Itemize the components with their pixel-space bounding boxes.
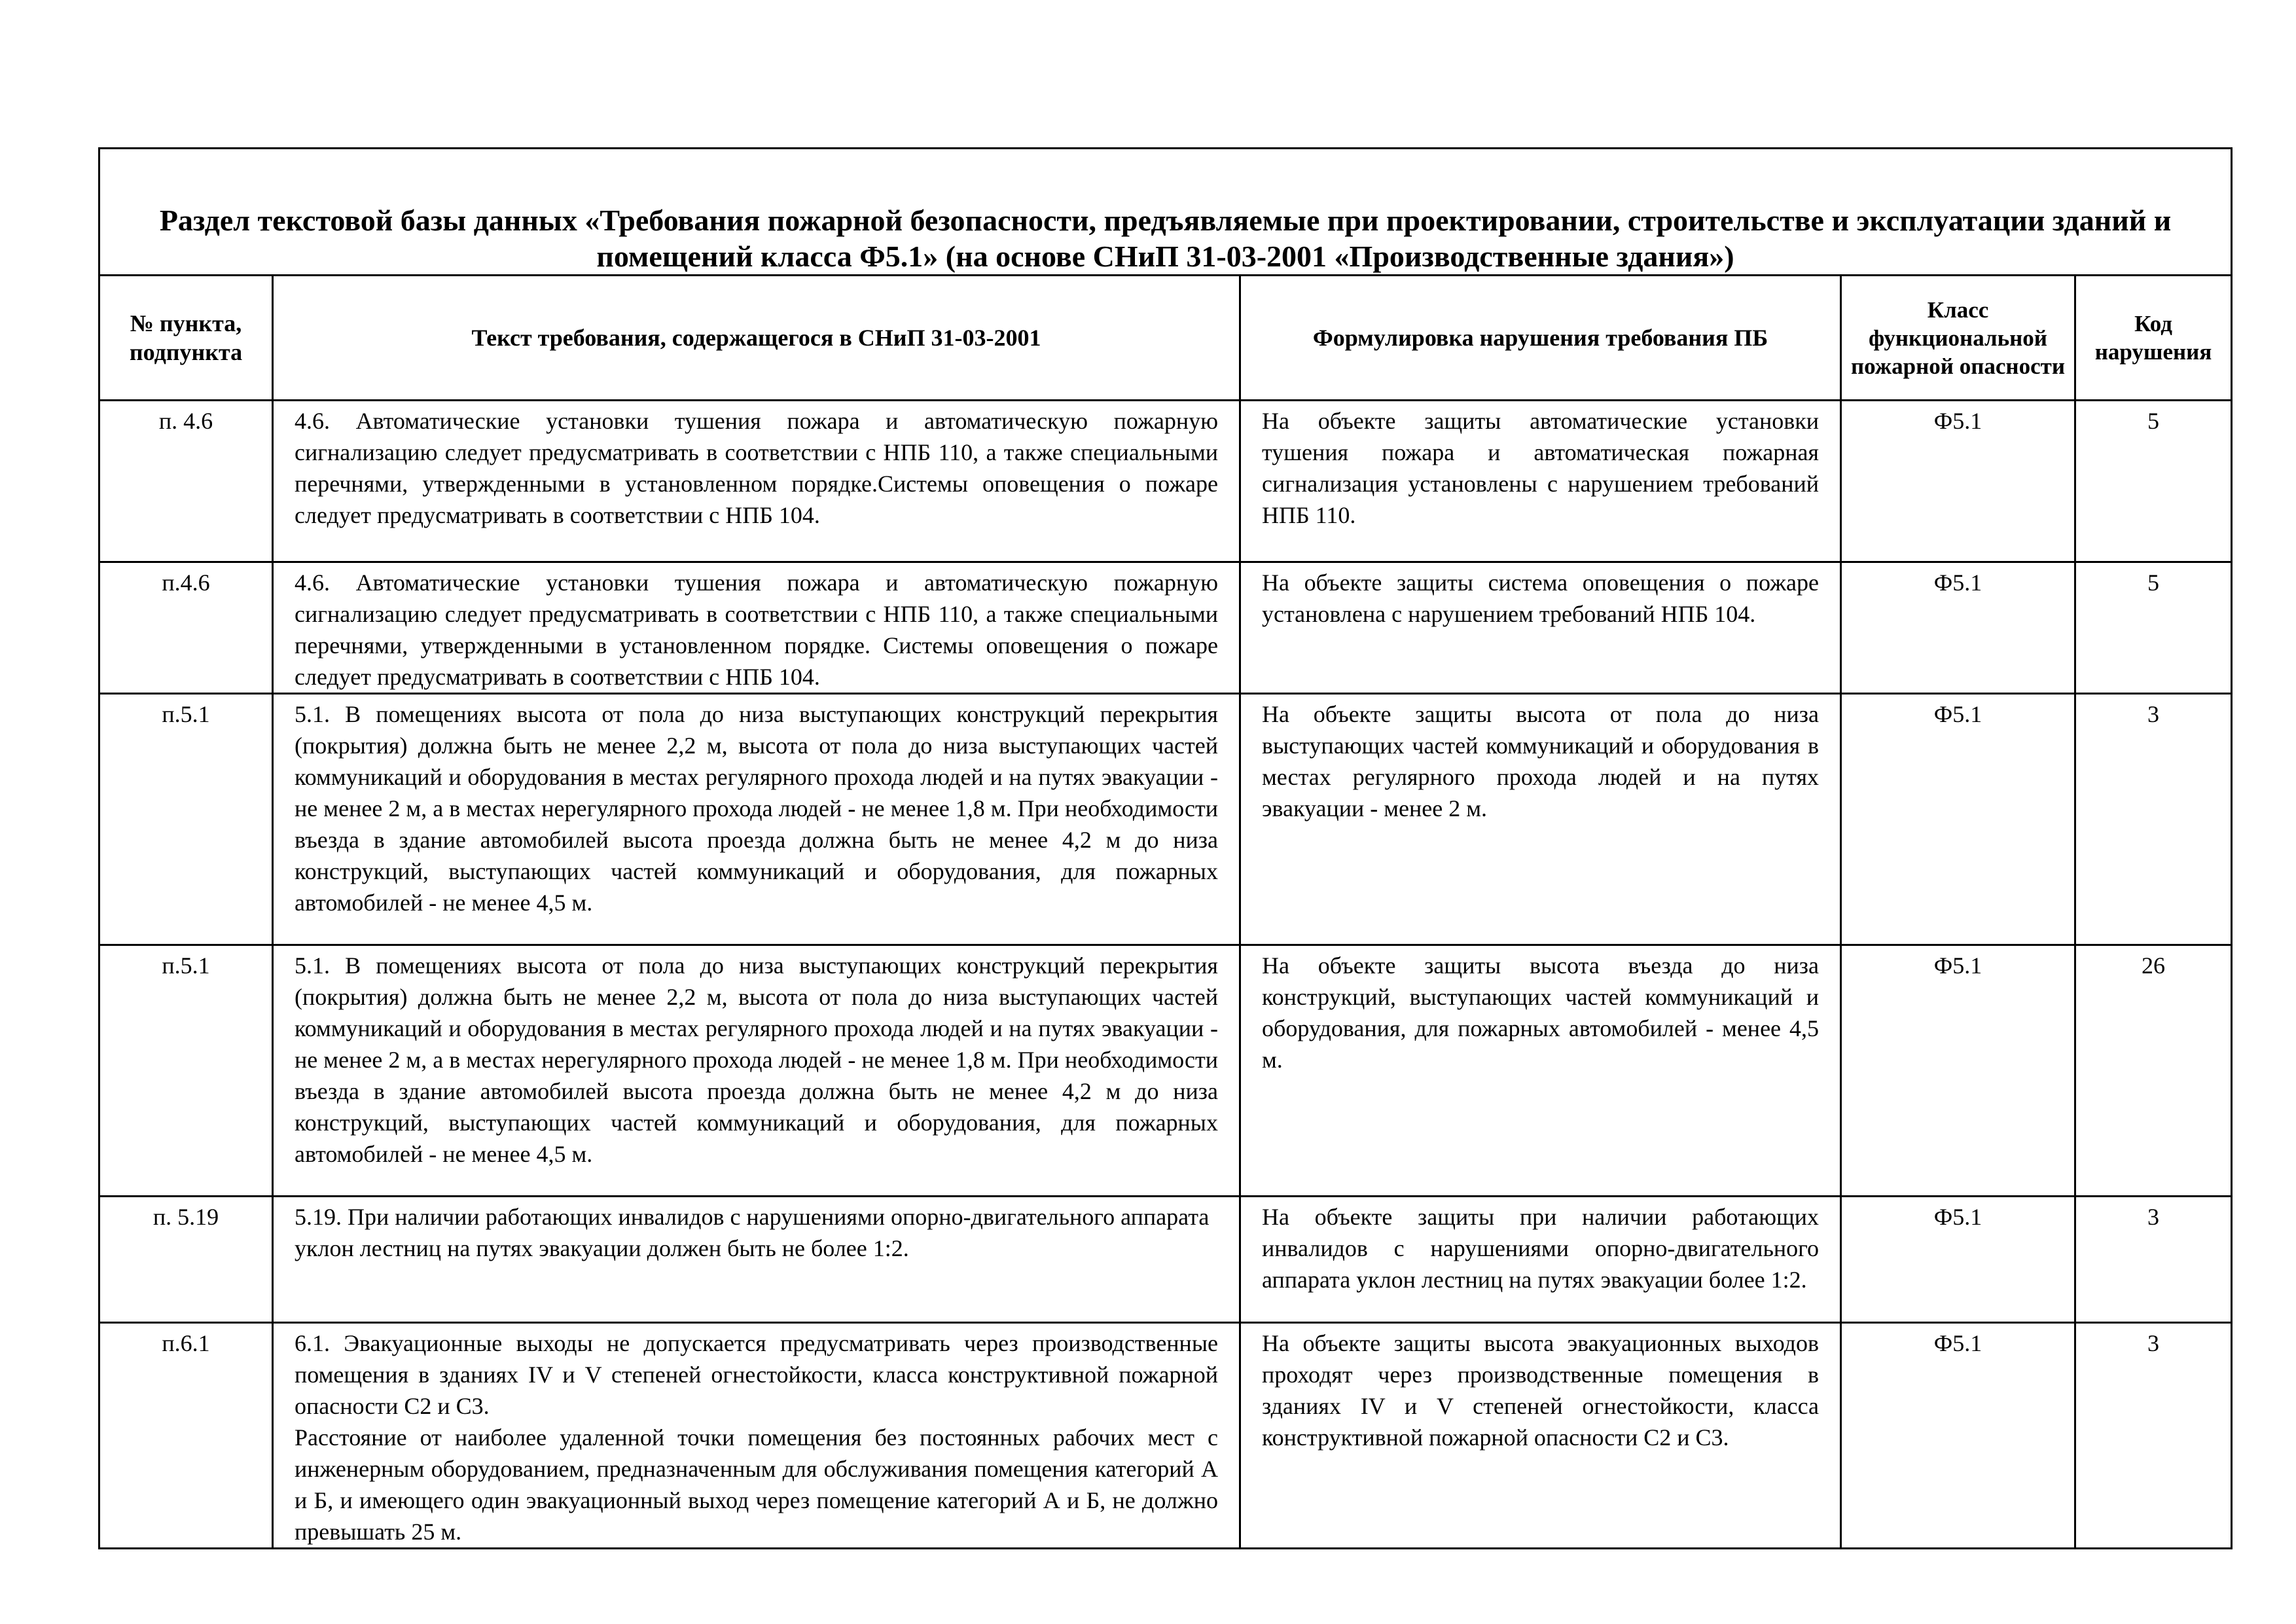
row-violation-text: На объекте защиты автоматические установки тушения пожара и автоматическая пожарная сигнализация установлены с нарушением требований НПБ 110. xyxy=(1240,401,1841,562)
row-code: 3 xyxy=(2075,1197,2232,1323)
row-num: п.6.1 xyxy=(99,1323,273,1549)
table-row xyxy=(99,1323,2232,1549)
header-row xyxy=(99,276,2232,401)
row-num: п. 5.19 xyxy=(99,1197,273,1323)
requirement-paragraph: 5.1. В помещениях высота от пола до низа выступающих конструкций перекрытия (покрытия) должна быть не менее 2,2 м, высота от пола до низа выступающих частей коммуникаций и оборудования в местах регулярного прохода людей и на путях эвакуации - не менее 2 м, а в местах нерегулярного прохода людей - не менее 1,8 м. При необходимости въезда в здание автомобилей высота проезда должна быть не менее 4,2 м до низа конструкций, выступающих частей коммуникаций и оборудования, для пожарных автомобилей - не менее 4,5 м. xyxy=(295,701,1218,916)
requirement-paragraph: 5.1. В помещениях высота от пола до низа выступающих конструкций перекрытия (покрытия) должна быть не менее 2,2 м, высота от пола до низа выступающих частей коммуникаций и оборудования в местах регулярного прохода людей и на путях эвакуации - не менее 2 м, а в местах нерегулярного прохода людей - не менее 1,8 м. При необходимости въезда в здание автомобилей высота проезда должна быть не менее 4,2 м до низа конструкций, выступающих частей коммуникаций и оборудования, для пожарных автомобилей - не менее 4,5 м. xyxy=(295,952,1218,1167)
row-requirement-text xyxy=(273,945,1240,1197)
row-violation-text: На объекте защиты система оповещения о пожаре установлена с нарушением требований НПБ 104. xyxy=(1240,562,1841,694)
row-requirement-text xyxy=(273,401,1240,562)
row-requirement-text xyxy=(273,562,1240,694)
row-num: п.5.1 xyxy=(99,945,273,1197)
header-num: № пункта, подпункта xyxy=(99,276,273,401)
header-violation: Формулировка нарушения требования ПБ xyxy=(1240,276,1841,401)
row-violation-text: На объекте защиты высота въезда до низа конструкций, выступающих частей коммуникаций и оборудования, для пожарных автомобилей - менее 4,5 м. xyxy=(1240,945,1841,1197)
table-row xyxy=(99,562,2232,694)
requirement-paragraph: 4.6. Автоматические установки тушения пожара и автоматическую пожарную сигнализацию следует предусматривать в соответствии с НПБ 110, а также специальными перечнями, утвержденными в установленном порядке.Системы оповещения о пожаре следует предусматривать в соответствии с НПБ 104. xyxy=(295,408,1218,528)
row-violation-text: На объекте защиты высота от пола до низа выступающих частей коммуникаций и оборудования в местах регулярного прохода людей и на путях эвакуации - менее 2 м. xyxy=(1240,694,1841,945)
row-code: 5 xyxy=(2075,562,2232,694)
row-class: Ф5.1 xyxy=(1841,1197,2075,1323)
row-code: 5 xyxy=(2075,401,2232,562)
row-class: Ф5.1 xyxy=(1841,401,2075,562)
row-num: п.4.6 xyxy=(99,562,273,694)
requirements-table xyxy=(98,147,2233,1549)
title-row xyxy=(99,149,2232,276)
table-row xyxy=(99,401,2232,562)
table-row xyxy=(99,945,2232,1197)
row-class: Ф5.1 xyxy=(1841,562,2075,694)
row-code: 3 xyxy=(2075,694,2232,945)
row-requirement-text xyxy=(273,694,1240,945)
row-num: п. 4.6 xyxy=(99,401,273,562)
row-violation-text: На объекте защиты высота эвакуационных выходов проходят через производственные помещения в зданиях IV и V степеней огнестойкости, класса конструктивной пожарной опасности С2 и С3. xyxy=(1240,1323,1841,1549)
requirement-paragraph: 6.1. Эвакуационные выходы не допускается предусматривать через производственные помещения в зданиях IV и V степеней огнестойкости, класса конструктивной пожарной опасности С2 и С3. xyxy=(295,1330,1218,1419)
row-requirement-text xyxy=(273,1197,1240,1323)
requirement-paragraph: Расстояние от наиболее удаленной точки помещения без постоянных рабочих мест с инженерным оборудованием, предназначенным для обслуживания помещения категорий А и Б, и имеющего один эвакуационный выход через помещение категорий А и Б, не должно превышать 25 м. xyxy=(295,1424,1218,1545)
row-requirement-text xyxy=(273,1323,1240,1549)
header-class: Класс функциональной пожарной опасности xyxy=(1841,276,2075,401)
header-text: Текст требования, содержащегося в СНиП 31-03-2001 xyxy=(273,276,1240,401)
row-code: 3 xyxy=(2075,1323,2232,1549)
row-class: Ф5.1 xyxy=(1841,945,2075,1197)
table-row xyxy=(99,1197,2232,1323)
document-title: Раздел текстовой базы данных «Требования пожарной безопасности, предъявляемые при проектировании, строительстве и эксплуатации зданий и помещений класса Ф5.1» (на основе СНиП 31-03-2001 «Производственные здания») xyxy=(99,149,2232,276)
table-row xyxy=(99,694,2232,945)
header-code: Код нарушения xyxy=(2075,276,2232,401)
requirement-paragraph: 5.19. При наличии работающих инвалидов с нарушениями опорно-двигательного аппарата уклон лестниц на путях эвакуации должен быть не более 1:2. xyxy=(295,1204,1210,1261)
row-num: п.5.1 xyxy=(99,694,273,945)
row-code: 26 xyxy=(2075,945,2232,1197)
row-class: Ф5.1 xyxy=(1841,694,2075,945)
requirement-paragraph: 4.6. Автоматические установки тушения пожара и автоматическую пожарную сигнализацию следует предусматривать в соответствии с НПБ 110, а также специальными перечнями, утвержденными в установленном порядке. Системы оповещения о пожаре следует предусматривать в соответствии с НПБ 104. xyxy=(295,569,1218,690)
row-class: Ф5.1 xyxy=(1841,1323,2075,1549)
row-violation-text: На объекте защиты при наличии работающих инвалидов с нарушениями опорно-двигательного аппарата уклон лестниц на путях эвакуации более 1:2. xyxy=(1240,1197,1841,1323)
